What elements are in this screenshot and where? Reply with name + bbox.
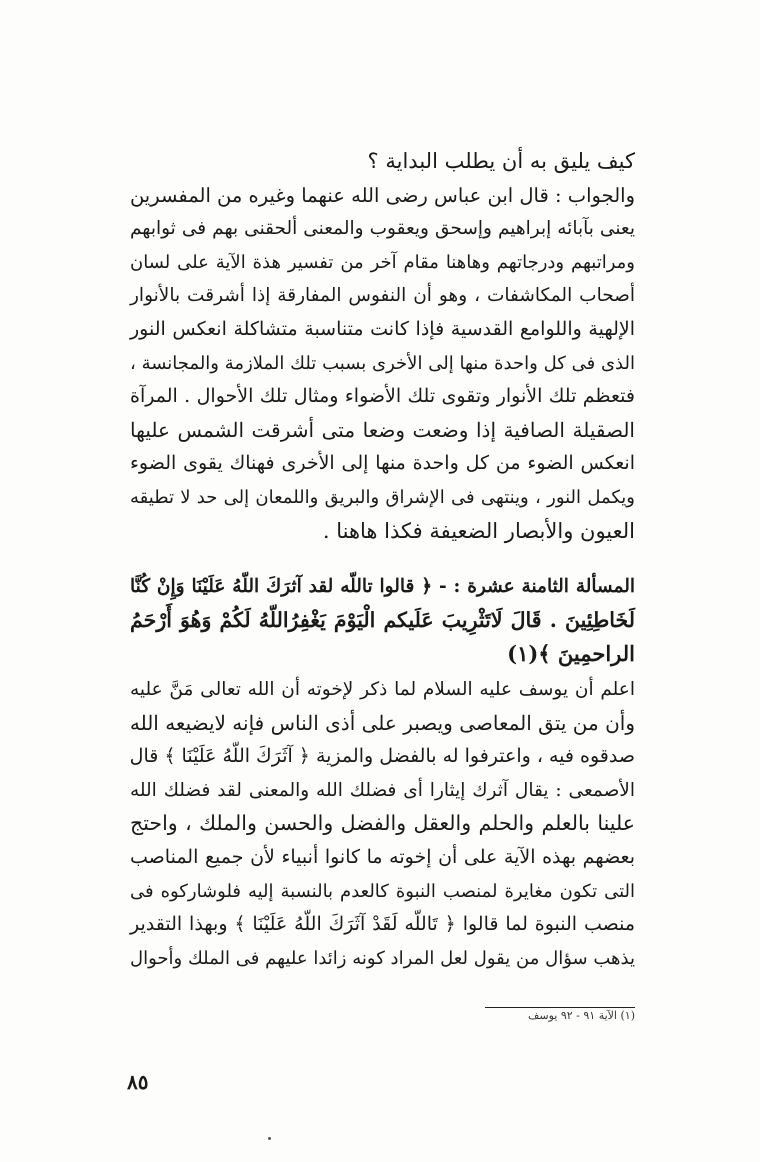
text-line: ويكمل النور ، وينتهى فى الإشراق والبريق واللمعان إلى حد لا تطيقه (130, 486, 635, 508)
text-line: علينا بالعلم والحلم والعقل والفضل والحسن والملك ، واحتج (130, 811, 635, 836)
section-heading (130, 570, 635, 671)
text-line: الإلهية واللوامع القدسية فإذا كانت متناسبة متشاكلة انعكس النور (130, 317, 635, 340)
text-line: فتعظم تلك الأنوار وتقوى تلك الأضواء ومثال تلك الأحوال . المرآة (130, 385, 635, 408)
paragraph-explanation (130, 673, 635, 975)
heading-line: الراحمِينَ ﴾(١) (507, 641, 635, 667)
text-line: يذهب سؤال من يقول لعل المراد كونه زائدا عليهم فى الملك وأحوال (130, 947, 635, 969)
text-line: الأصمعى : يقال آثرك إيثارا أى فضلك الله والمعنى لقد فضلك الله (130, 779, 635, 801)
text-line: التى تكون مغايرة لمنصب النبوة كالعدم بالنسبة إليه فلوشاركوه فى (130, 880, 635, 902)
heading-line: لَخَاطِئِينَ . قَالَ لَاتَثْرِيبَ عَلَيكم الْيَوْمَ يَغْفِرُاللّهُ لَكُمْ وَهُوَ أَرْحَمُ (130, 607, 635, 632)
text-line: أصحاب المكاشفات ، وهو أن النفوس المفارقة إذا أشرقت بالأنوار (130, 285, 635, 307)
text-line: منصب النبوة لما قالوا ﴿ تَاللّه لَقَدْ آثَرَكَ اللّهُ عَلَيْنَا ﴾ وبهذا التقدير (130, 913, 635, 936)
text-line: الذى فى كل واحدة منها إلى الأخرى بسبب تلك الملازمة والمجانسة ، (130, 352, 635, 374)
text-line: الصقيلة الصافية إذا وضعت وضعا متى أشرقت الشمس عليها (130, 417, 635, 442)
paper-speck (268, 1137, 271, 1140)
text-line: اعلم أن يوسف عليه السلام لما ذكر لإخوته أن الله تعالى مَنَّ عليه (130, 679, 635, 700)
text-line: انعكس الضوء من كل واحدة منها إلى الأخرى فهناك يقوى الضوء (130, 452, 635, 475)
heading-line: المسألة الثامنة عشرة : - ﴿ قالوا تاللّه لقد آثرَكَ اللّهُ عَلَيْنَا وَإِنْ كُنَّا (130, 576, 635, 597)
page-number: ٨٥ (127, 1070, 149, 1094)
text-line: صدقوه فيه ، واعترفوا له بالفضل والمزية ﴿ آثَرَكَ اللّهُ عَلَيْنَا ﴾ قال (129, 745, 635, 768)
paragraph-answer (130, 145, 635, 548)
text-line: يعنى بآبائه إبراهيم وإسحق ويعقوب والمعنى ألحقنى بهم فى ثوابهم (130, 218, 635, 240)
text-line: العيون والأبصار الضعيفة فكذا هاهنا . (322, 518, 635, 543)
text-line: والجواب : قال ابن عباس رضى الله عنهما وغيره من المفسرين (129, 183, 635, 207)
text-line: وأن من يتق المعاصى ويصبر على أذى الناس فإنه لايضيعه الله (129, 710, 635, 735)
text-line: بعضهم بهذه الآية على أن إخوته ما كانوا أنبياء لأن جميع المناصب (130, 845, 635, 868)
text-line: كيف يليق به أن يطلب البداية ؟ (367, 149, 635, 173)
footnote: (١) الآية ٩١ - ٩٢ يوسف (527, 1009, 635, 1022)
text-line: ومراتبهم ودرجاتهم وهاهنا مقام آخر من تفسير هذة الآية على لسان (130, 251, 635, 273)
